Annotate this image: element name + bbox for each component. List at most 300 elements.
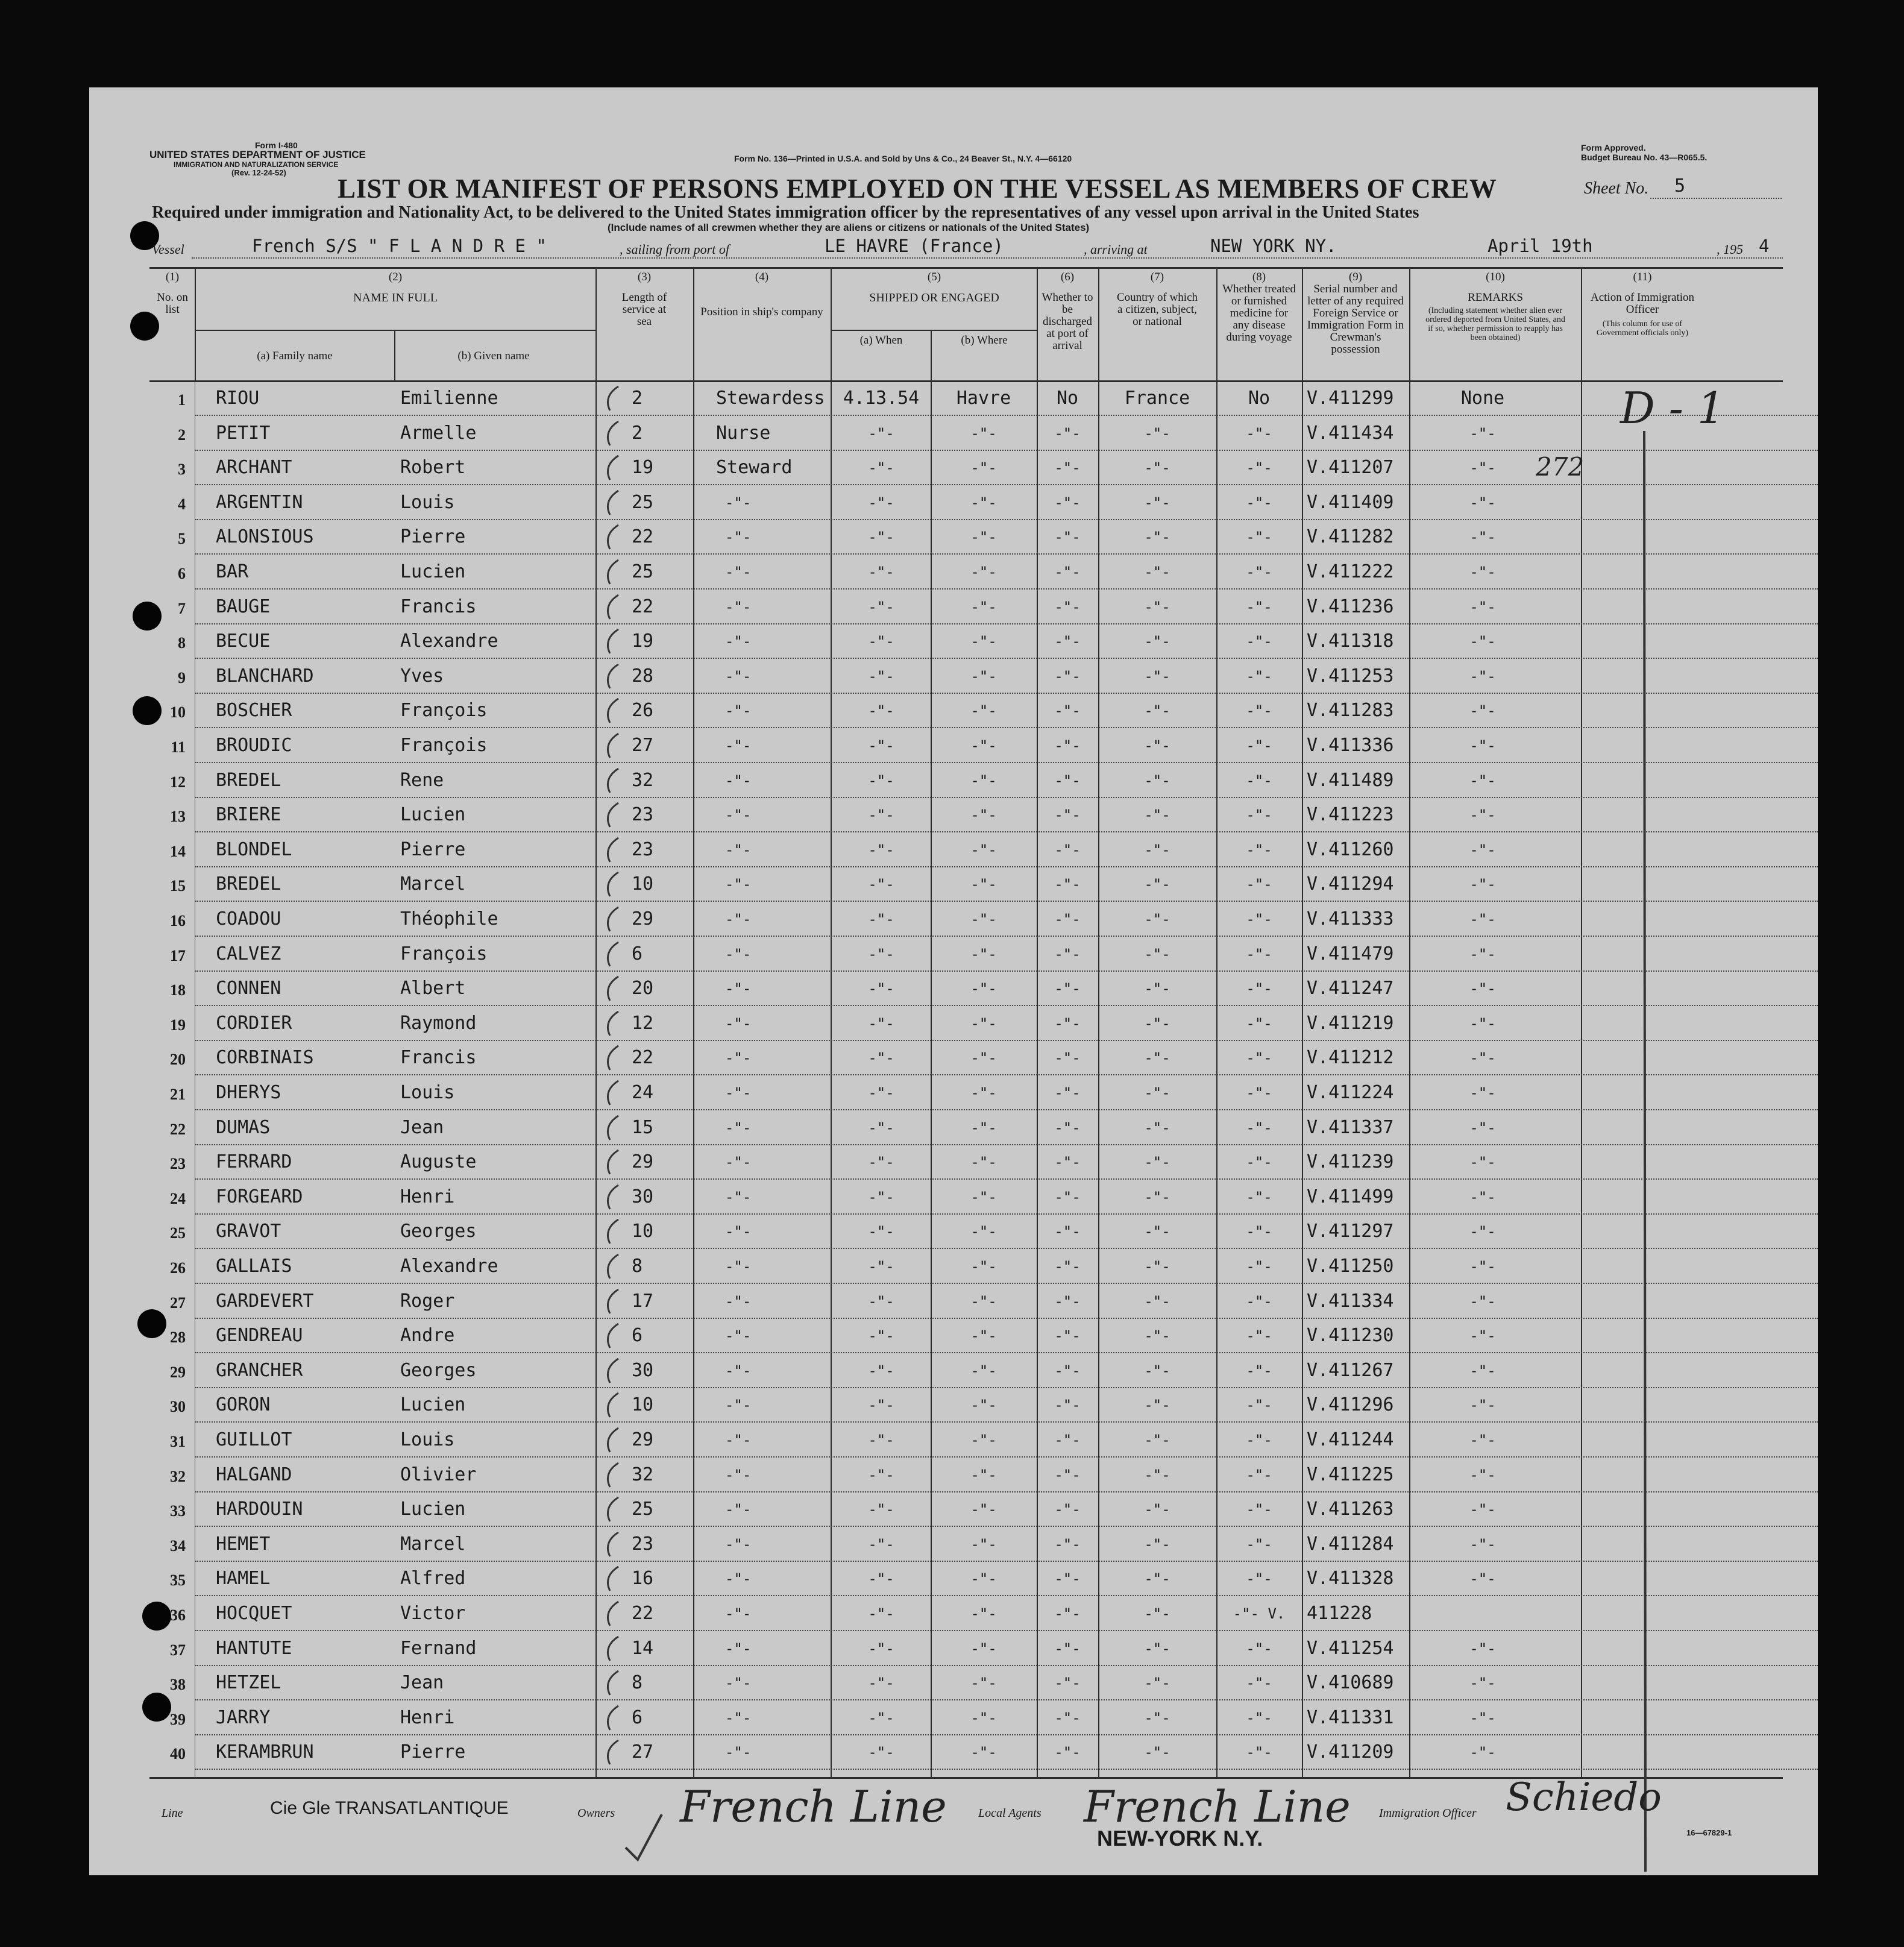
serial-cell: V.411247 bbox=[1307, 978, 1394, 999]
where-cell: -"- bbox=[970, 633, 997, 650]
row-number-cell: 20 bbox=[170, 1051, 186, 1069]
family-name-cell: BAUGE bbox=[216, 596, 271, 617]
table-row bbox=[89, 1078, 1818, 1113]
treated-cell: -"- bbox=[1246, 1362, 1272, 1379]
table-row bbox=[89, 1321, 1818, 1356]
family-name-cell: GUILLOT bbox=[216, 1429, 292, 1450]
country-cell: -"- bbox=[1144, 1188, 1170, 1206]
country-cell: -"- bbox=[1144, 598, 1170, 615]
country-cell: -"- bbox=[1144, 1049, 1170, 1067]
treated-cell: -"- bbox=[1246, 1292, 1272, 1310]
family-name-cell: HANTUTE bbox=[216, 1637, 292, 1659]
row-number-cell: 27 bbox=[170, 1294, 186, 1312]
when-cell: -"- bbox=[868, 1605, 894, 1622]
serial-cell: V.411283 bbox=[1307, 700, 1394, 722]
where-cell: -"- bbox=[970, 1570, 997, 1588]
given-name-cell: Jean bbox=[400, 1672, 444, 1694]
when-cell: -"- bbox=[868, 980, 894, 998]
serial-cell: V.411254 bbox=[1307, 1637, 1394, 1659]
row-number-cell: 9 bbox=[178, 668, 186, 687]
row-number-cell: 36 bbox=[170, 1606, 186, 1624]
remarks-cell: -"- bbox=[1469, 1292, 1496, 1310]
family-name-cell: ALONSIOUS bbox=[216, 526, 314, 548]
remarks-cell: -"- bbox=[1469, 1675, 1496, 1692]
position-cell: -"- bbox=[725, 667, 752, 685]
remarks-cell: -"- bbox=[1469, 529, 1496, 546]
when-cell: -"- bbox=[868, 1154, 894, 1171]
given-name-cell: Alexandre bbox=[400, 1256, 498, 1277]
where-cell: -"- bbox=[970, 1466, 997, 1483]
family-name-cell: BLONDEL bbox=[216, 838, 292, 860]
country-cell: -"- bbox=[1144, 494, 1170, 511]
given-name-cell: Georges bbox=[400, 1359, 477, 1381]
position-cell: -"- bbox=[725, 876, 752, 893]
row-number-cell: 40 bbox=[170, 1745, 186, 1763]
where-cell: -"- bbox=[970, 1362, 997, 1379]
check-tick bbox=[600, 1321, 624, 1351]
officer-bracket-line bbox=[1632, 425, 1668, 1884]
col-action-header: (11) Action of Immigration Officer (This column for use of Government officials only) bbox=[1590, 271, 1695, 338]
row-number-cell: 4 bbox=[178, 495, 186, 513]
discharged-cell: -"- bbox=[1054, 1014, 1081, 1032]
where-cell: -"- bbox=[970, 876, 997, 893]
where-cell: -"- bbox=[970, 529, 997, 546]
given-name-cell: Raymond bbox=[400, 1012, 477, 1034]
check-tick bbox=[600, 1426, 624, 1456]
check-tick bbox=[600, 488, 624, 518]
check-tick bbox=[600, 1078, 624, 1109]
discharged-cell: -"- bbox=[1054, 1154, 1081, 1171]
table-row bbox=[89, 1703, 1818, 1738]
line-label: Line bbox=[162, 1807, 183, 1820]
serial-cell: V.411263 bbox=[1307, 1499, 1394, 1520]
discharged-cell: -"- bbox=[1054, 1188, 1081, 1206]
check-tick bbox=[600, 662, 624, 692]
treated-cell: -"- bbox=[1246, 980, 1272, 998]
family-name-cell: HALGAND bbox=[216, 1464, 292, 1485]
position-cell: -"- bbox=[725, 1605, 752, 1622]
table-row bbox=[89, 1009, 1818, 1043]
position-cell: -"- bbox=[725, 1675, 752, 1692]
col-treated-header: (8) Whether treated or furnished medicine for any disease during voyage bbox=[1222, 271, 1296, 344]
family-name-cell: DHERYS bbox=[216, 1082, 281, 1103]
table-row bbox=[89, 384, 1818, 418]
when-cell: -"- bbox=[868, 1049, 894, 1067]
serial-cell: V.411331 bbox=[1307, 1706, 1394, 1728]
family-name-cell: GALLAIS bbox=[216, 1256, 292, 1277]
serial-cell: V.411334 bbox=[1307, 1290, 1394, 1312]
discharged-cell: -"- bbox=[1054, 1744, 1081, 1761]
when-cell: -"- bbox=[868, 1535, 894, 1553]
remarks-cell: -"- bbox=[1469, 876, 1496, 893]
row-number-cell: 32 bbox=[170, 1467, 186, 1485]
position-cell: Stewardess bbox=[716, 388, 825, 409]
serial-cell: V.411267 bbox=[1307, 1359, 1394, 1381]
service-cell: 24 bbox=[632, 1082, 654, 1103]
check-tick bbox=[600, 1217, 624, 1247]
where-cell: -"- bbox=[970, 1432, 997, 1448]
col-country-header: (7) Country of which a citizen, subject, or national bbox=[1116, 271, 1198, 328]
table-row bbox=[89, 1148, 1818, 1182]
arrival-date: April 19th bbox=[1488, 236, 1593, 256]
when-cell: -"- bbox=[868, 424, 894, 442]
remarks-cell: -"- bbox=[1469, 667, 1496, 685]
position-cell: -"- bbox=[725, 1084, 752, 1101]
manifest-sheet bbox=[89, 87, 1818, 1875]
service-cell: 22 bbox=[632, 1047, 654, 1069]
check-tick bbox=[600, 1183, 624, 1213]
agency-line: IMMIGRATION AND NATURALIZATION SERVICE bbox=[174, 160, 339, 169]
service-cell: 17 bbox=[632, 1290, 654, 1312]
check-tick bbox=[600, 1356, 624, 1386]
check-tick bbox=[600, 1461, 624, 1491]
family-name-cell: GARDEVERT bbox=[216, 1290, 314, 1312]
position-cell: -"- bbox=[725, 737, 752, 754]
when-cell: -"- bbox=[868, 807, 894, 824]
remarks-cell: -"- bbox=[1469, 564, 1496, 580]
row-number-cell: 14 bbox=[170, 842, 186, 860]
discharged-cell: -"- bbox=[1054, 1327, 1081, 1345]
treated-cell: -"- bbox=[1246, 1049, 1272, 1067]
check-tick bbox=[600, 731, 624, 761]
given-name-cell: Lucien bbox=[400, 561, 466, 582]
family-name-cell: GENDREAU bbox=[216, 1325, 303, 1347]
country-cell: -"- bbox=[1144, 1292, 1170, 1310]
serial-cell: V.410689 bbox=[1307, 1672, 1394, 1694]
family-name-cell: HOCQUET bbox=[216, 1603, 292, 1624]
row-number-cell: 30 bbox=[170, 1398, 186, 1416]
table-row bbox=[89, 1426, 1818, 1460]
where-cell: -"- bbox=[970, 1501, 997, 1518]
position-cell: -"- bbox=[725, 807, 752, 824]
serial-cell: V.411318 bbox=[1307, 631, 1394, 652]
serial-cell: V.411236 bbox=[1307, 596, 1394, 617]
when-cell: -"- bbox=[868, 564, 894, 580]
table-row bbox=[89, 835, 1818, 870]
departure-port: LE HAVRE (France) bbox=[825, 236, 1004, 256]
discharged-cell: -"- bbox=[1054, 1084, 1081, 1101]
row-number-cell: 38 bbox=[170, 1676, 186, 1694]
table-row bbox=[89, 1738, 1818, 1772]
given-name-cell: Olivier bbox=[400, 1464, 477, 1485]
row-number-cell: 26 bbox=[170, 1259, 186, 1277]
remarks-cell: -"- bbox=[1469, 1570, 1496, 1588]
row-number-cell: 8 bbox=[178, 634, 186, 652]
position-cell: -"- bbox=[725, 1570, 752, 1588]
approval-line: Budget Bureau No. 43—R065.5. bbox=[1581, 153, 1708, 162]
position-cell: -"- bbox=[725, 598, 752, 615]
given-name-cell: Marcel bbox=[400, 873, 466, 895]
row-number-cell: 11 bbox=[171, 738, 186, 756]
check-tick bbox=[600, 419, 624, 449]
when-cell: -"- bbox=[868, 1501, 894, 1518]
row-number-cell: 25 bbox=[170, 1224, 186, 1242]
country-cell: -"- bbox=[1144, 529, 1170, 546]
country-cell: -"- bbox=[1144, 1154, 1170, 1171]
service-cell: 8 bbox=[632, 1256, 643, 1277]
treated-cell: -"- bbox=[1246, 424, 1272, 442]
remarks-cell: None bbox=[1460, 388, 1505, 409]
serial-cell: V.411284 bbox=[1307, 1533, 1394, 1555]
page-subtitle: Required under immigration and Nationality Act, to be delivered to the United States immigration officer by the representatives of any vessel upon arrival in the United States bbox=[152, 203, 1419, 222]
service-cell: 6 bbox=[632, 943, 643, 964]
family-name-cell: BAR bbox=[216, 561, 249, 582]
country-cell: -"- bbox=[1144, 1362, 1170, 1379]
row-number-cell: 12 bbox=[170, 773, 186, 791]
remarks-cell: -"- bbox=[1469, 807, 1496, 824]
table-row bbox=[89, 1669, 1818, 1703]
given-name-cell: François bbox=[400, 700, 488, 722]
when-cell: -"- bbox=[868, 911, 894, 928]
table-row bbox=[89, 1217, 1818, 1251]
remarks-cell: -"- bbox=[1469, 945, 1496, 963]
when-cell: -"- bbox=[868, 529, 894, 546]
checkmark bbox=[620, 1811, 674, 1866]
row-number-cell: 6 bbox=[178, 565, 186, 582]
where-cell: -"- bbox=[970, 667, 997, 685]
family-name-cell: RIOU bbox=[216, 388, 260, 409]
when-cell: -"- bbox=[868, 1466, 894, 1483]
family-name-cell: HETZEL bbox=[216, 1672, 281, 1694]
family-name-cell: ARCHANT bbox=[216, 457, 292, 479]
family-name-cell: DUMAS bbox=[216, 1116, 271, 1138]
vessel-name: French S/S " F L A N D R E " bbox=[252, 236, 547, 256]
when-cell: -"- bbox=[868, 494, 894, 511]
service-cell: 32 bbox=[632, 769, 654, 791]
country-cell: -"- bbox=[1144, 633, 1170, 650]
remarks-cell: -"- bbox=[1469, 1640, 1496, 1657]
row-number-cell: 22 bbox=[170, 1120, 186, 1138]
check-tick bbox=[600, 627, 624, 657]
where-cell: -"- bbox=[970, 1084, 997, 1101]
service-cell: 27 bbox=[632, 1741, 654, 1763]
position-cell: -"- bbox=[725, 633, 752, 650]
row-number-cell: 7 bbox=[178, 599, 186, 617]
treated-cell: -"- bbox=[1246, 1501, 1272, 1518]
treated-cell: -"- bbox=[1246, 1432, 1272, 1448]
country-cell: -"- bbox=[1144, 841, 1170, 858]
row-number-cell: 23 bbox=[170, 1155, 186, 1173]
family-name-cell: BREDEL bbox=[216, 873, 281, 895]
discharged-cell: -"- bbox=[1054, 1292, 1081, 1310]
serial-cell: V.411336 bbox=[1307, 735, 1394, 756]
remarks-cell: -"- bbox=[1469, 1362, 1496, 1379]
discharged-cell: -"- bbox=[1054, 1709, 1081, 1726]
check-tick bbox=[600, 593, 624, 623]
remarks-cell: -"- bbox=[1469, 1084, 1496, 1101]
form-number: Form I-480 bbox=[255, 140, 298, 150]
country-cell: -"- bbox=[1144, 1014, 1170, 1032]
given-name-cell: Henri bbox=[400, 1186, 455, 1207]
when-cell: -"- bbox=[868, 1675, 894, 1692]
where-cell: -"- bbox=[970, 494, 997, 511]
discharged-cell: -"- bbox=[1054, 1675, 1081, 1692]
service-cell: 29 bbox=[632, 908, 654, 929]
discharged-cell: -"- bbox=[1054, 424, 1081, 442]
table-row bbox=[89, 1530, 1818, 1564]
when-cell: -"- bbox=[868, 1640, 894, 1657]
table-row bbox=[89, 1599, 1818, 1634]
where-cell: -"- bbox=[970, 1640, 997, 1657]
sheet-label: Sheet No. bbox=[1584, 179, 1649, 198]
where-cell: -"- bbox=[970, 1397, 997, 1414]
table-row bbox=[89, 593, 1818, 627]
treated-cell: -"- bbox=[1246, 1640, 1272, 1657]
given-name-cell: Louis bbox=[400, 491, 455, 513]
year-digit: 4 bbox=[1759, 236, 1770, 256]
given-name-cell: Pierre bbox=[400, 1741, 466, 1763]
country-cell: -"- bbox=[1144, 980, 1170, 998]
position-cell: -"- bbox=[725, 1362, 752, 1379]
row-number-cell: 17 bbox=[170, 946, 186, 964]
remarks-cell: -"- bbox=[1469, 1397, 1496, 1414]
table-row bbox=[89, 419, 1818, 453]
given-name-cell: Alexandre bbox=[400, 631, 498, 652]
remarks-cell: -"- bbox=[1469, 772, 1496, 789]
family-name-cell: HARDOUIN bbox=[216, 1499, 303, 1520]
given-name-cell: Armelle bbox=[400, 422, 477, 444]
position-cell: -"- bbox=[725, 494, 752, 511]
line-value: Cie Gle TRANSATLANTIQUE bbox=[270, 1798, 509, 1818]
given-name-cell: Andre bbox=[400, 1325, 455, 1347]
treated-cell: -"- bbox=[1246, 598, 1272, 615]
table-top-rule bbox=[149, 267, 1783, 269]
where-cell: Havre bbox=[956, 388, 1011, 409]
country-cell: France bbox=[1124, 388, 1190, 409]
discharged-cell: -"- bbox=[1054, 772, 1081, 789]
discharged-cell: -"- bbox=[1054, 945, 1081, 963]
family-name-cell: GRAVOT bbox=[216, 1221, 281, 1242]
position-cell: -"- bbox=[725, 1154, 752, 1171]
where-cell: -"- bbox=[970, 737, 997, 754]
given-name-cell: Auguste bbox=[400, 1151, 477, 1173]
discharged-cell: -"- bbox=[1054, 494, 1081, 511]
arriving-label: , arriving at bbox=[1084, 242, 1148, 257]
discharged-cell: -"- bbox=[1054, 807, 1081, 824]
col-when-header: (a) When bbox=[859, 334, 903, 347]
remarks-cell: -"- bbox=[1469, 1049, 1496, 1067]
treated-cell: -"- V. bbox=[1233, 1605, 1286, 1622]
discharged-cell: -"- bbox=[1054, 1049, 1081, 1067]
remarks-cell: -"- bbox=[1469, 1154, 1496, 1171]
when-cell: -"- bbox=[868, 1084, 894, 1101]
position-cell: -"- bbox=[725, 1640, 752, 1657]
remarks-cell: -"- bbox=[1469, 1709, 1496, 1726]
given-name-cell: Alfred bbox=[400, 1568, 466, 1590]
check-tick bbox=[600, 1009, 624, 1039]
service-cell: 29 bbox=[632, 1151, 654, 1173]
agency-line: UNITED STATES DEPARTMENT OF JUSTICE bbox=[149, 149, 366, 160]
remarks-cell: -"- bbox=[1469, 424, 1496, 442]
given-name-cell: Jean bbox=[400, 1116, 444, 1138]
when-cell: -"- bbox=[868, 1223, 894, 1241]
when-cell: -"- bbox=[868, 945, 894, 963]
when-cell: -"- bbox=[868, 1570, 894, 1588]
table-row bbox=[89, 627, 1818, 661]
check-tick bbox=[600, 870, 624, 900]
service-cell: 22 bbox=[632, 526, 654, 548]
service-cell: 23 bbox=[632, 838, 654, 860]
check-tick bbox=[600, 558, 624, 588]
discharged-cell: -"- bbox=[1054, 841, 1081, 858]
discharged-cell: -"- bbox=[1054, 1501, 1081, 1518]
position-cell: -"- bbox=[725, 945, 752, 963]
serial-cell: V.411499 bbox=[1307, 1186, 1394, 1207]
given-name-cell: Georges bbox=[400, 1221, 477, 1242]
family-name-cell: FORGEARD bbox=[216, 1186, 303, 1207]
position-cell: Nurse bbox=[716, 422, 771, 444]
service-cell: 15 bbox=[632, 1116, 654, 1138]
serial-cell: V.411434 bbox=[1307, 422, 1394, 444]
given-name-cell: Marcel bbox=[400, 1533, 466, 1555]
page-subnote: (Include names of all crewmen whether they are aliens or citizens or nationals of the United States) bbox=[608, 222, 1090, 233]
country-cell: -"- bbox=[1144, 1570, 1170, 1588]
position-cell: -"- bbox=[725, 841, 752, 858]
treated-cell: -"- bbox=[1246, 911, 1272, 928]
position-cell: -"- bbox=[725, 1223, 752, 1241]
discharged-cell: -"- bbox=[1054, 633, 1081, 650]
given-name-cell: Lucien bbox=[400, 1499, 466, 1520]
where-cell: -"- bbox=[970, 807, 997, 824]
given-name-cell: Fernand bbox=[400, 1637, 477, 1659]
check-tick bbox=[600, 1564, 624, 1594]
country-cell: -"- bbox=[1144, 911, 1170, 928]
serial-cell: V.411328 bbox=[1307, 1568, 1394, 1590]
remarks-cell: -"- bbox=[1469, 702, 1496, 720]
where-cell: -"- bbox=[970, 980, 997, 998]
country-cell: -"- bbox=[1144, 667, 1170, 685]
discharged-cell: -"- bbox=[1054, 737, 1081, 754]
family-name-cell: BREDEL bbox=[216, 769, 281, 791]
serial-cell: V.411409 bbox=[1307, 491, 1394, 513]
check-tick bbox=[600, 835, 624, 866]
where-cell: -"- bbox=[970, 1014, 997, 1032]
where-cell: -"- bbox=[970, 911, 997, 928]
service-cell: 20 bbox=[632, 978, 654, 999]
service-cell: 23 bbox=[632, 1533, 654, 1555]
family-name-cell: CONNEN bbox=[216, 978, 281, 999]
officer-signature: Schiedo bbox=[1506, 1775, 1662, 1820]
family-name-cell: BRIERE bbox=[216, 804, 281, 826]
given-name-cell: Francis bbox=[400, 596, 477, 617]
when-cell: -"- bbox=[868, 667, 894, 685]
serial-cell: V.411239 bbox=[1307, 1151, 1394, 1173]
given-name-cell: Robert bbox=[400, 457, 466, 479]
col-position-header: (4) Position in ship's company bbox=[700, 271, 823, 318]
family-name-cell: HAMEL bbox=[216, 1568, 271, 1590]
serial-cell: V.411224 bbox=[1307, 1082, 1394, 1103]
col-where-header: (b) Where bbox=[961, 334, 1008, 347]
agents-label: Local Agents bbox=[978, 1807, 1042, 1820]
revision-line: (Rev. 12-24-52) bbox=[231, 168, 286, 177]
where-cell: -"- bbox=[970, 1223, 997, 1241]
service-cell: 19 bbox=[632, 631, 654, 652]
check-tick bbox=[600, 696, 624, 726]
col-shipped-header: (5) SHIPPED OR ENGAGED bbox=[869, 271, 999, 304]
remarks-cell: -"- bbox=[1469, 1744, 1496, 1761]
remarks-cell: -"- bbox=[1469, 1014, 1496, 1032]
service-cell: 2 bbox=[632, 388, 643, 409]
when-cell: -"- bbox=[868, 876, 894, 893]
country-cell: -"- bbox=[1144, 945, 1170, 963]
position-cell: -"- bbox=[725, 911, 752, 928]
row-number-cell: 3 bbox=[178, 461, 186, 479]
given-name-cell: Henri bbox=[400, 1706, 455, 1728]
table-row bbox=[89, 870, 1818, 904]
treated-cell: -"- bbox=[1246, 1119, 1272, 1136]
discharged-cell: -"- bbox=[1054, 1119, 1081, 1136]
row-number-cell: 35 bbox=[170, 1571, 186, 1590]
